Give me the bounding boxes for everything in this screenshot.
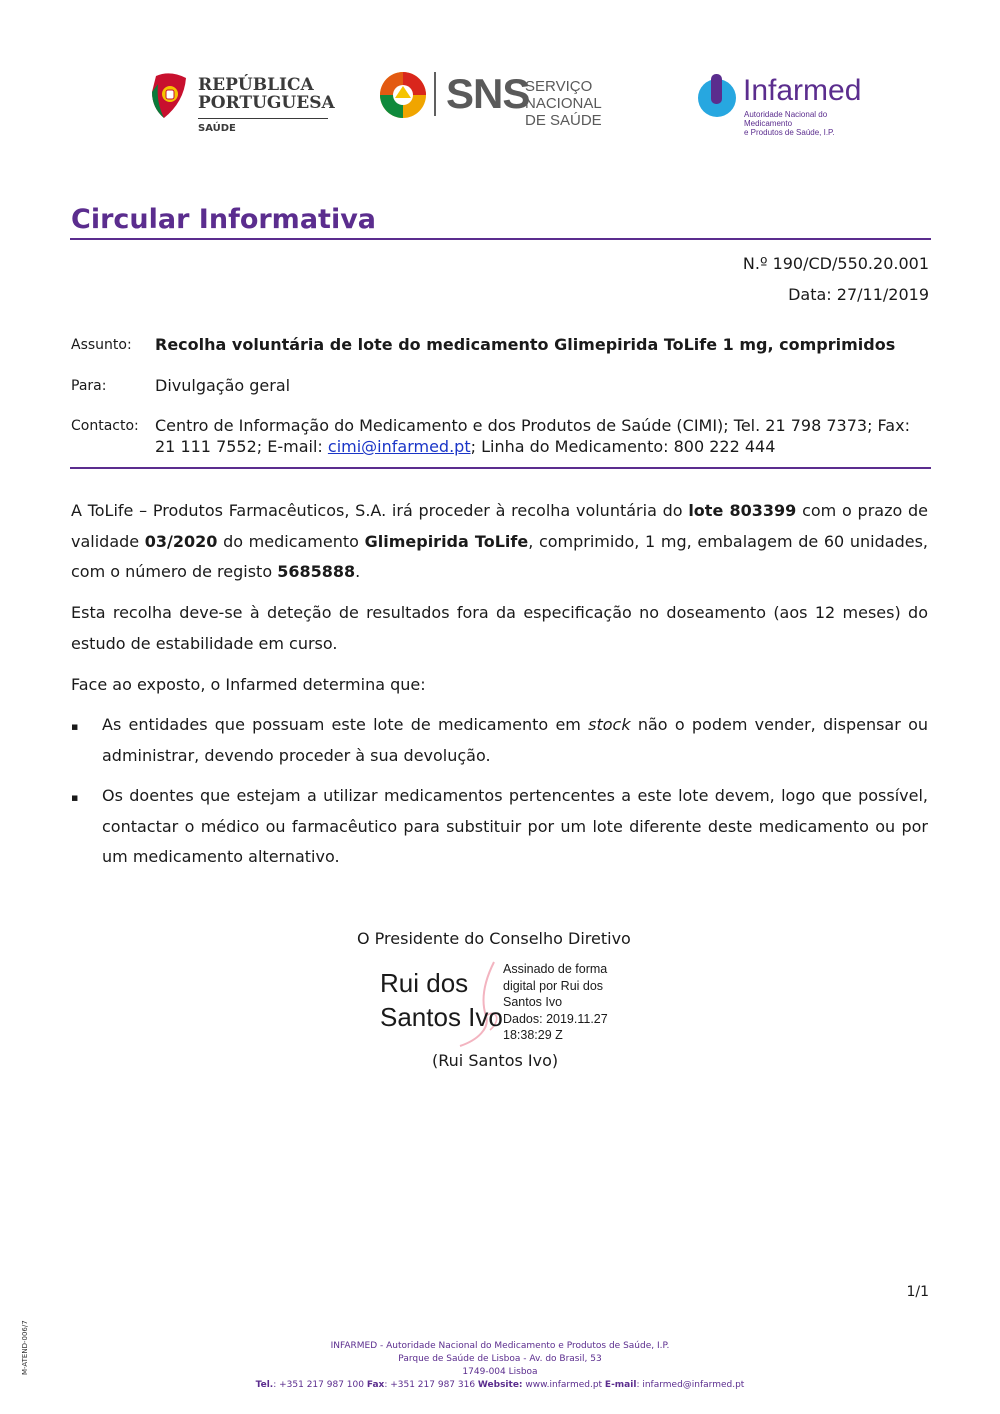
to-label: Para:: [71, 378, 107, 394]
date-value: 27/11/2019: [836, 285, 929, 304]
paragraph-determination: Face ao exposto, o Infarmed determina que:: [71, 675, 426, 694]
infarmed-subtitle: [744, 110, 870, 137]
circular-number: N.º 190/CD/550.20.001: [742, 254, 929, 273]
subject-label: Assunto:: [71, 337, 132, 353]
contact-text: Centro de Informação do Medicamento e dos Produtos de Saúde (CIMI); Tel. 21 798 7373; Fax: 21 111 7552; E-mail:: [155, 416, 910, 456]
rp-line2: PORTUGUESA: [198, 93, 335, 113]
bullet-patients: Os doentes que estejam a utilizar medicamentos pertencentes a este lote devem, logo que possível, contactar o médico ou farmacêutico para substituir por um lote diferente deste medicamento ou por um medicamento alternativo.: [102, 786, 928, 866]
signatory-printed-name: (Rui Santos Ivo): [432, 1051, 559, 1070]
portugal-shield-icon: [150, 72, 190, 120]
footer-postcode: 1749-004 Lisboa: [462, 1367, 538, 1377]
subject-value: Recolha voluntária de lote do medicamento Glimepirida ToLife 1 mg, comprimidos: [155, 335, 896, 354]
digital-signature-stamp: Assinado de forma digital por Rui dos Santos Ivo Dados: 2019.11.27 18:38:29 Z: [503, 962, 608, 1042]
contact-value: [155, 415, 931, 457]
sns-divider: [434, 72, 436, 116]
footer-email-link[interactable]: : infarmed@infarmed.pt: [636, 1380, 745, 1390]
signatory-role: O Presidente do Conselho Diretivo: [357, 929, 631, 948]
contact-email-link[interactable]: cimi@infarmed.pt: [327, 437, 471, 456]
infarmed-sub2: e Produtos de Saúde, I.P.: [744, 128, 835, 137]
form-code: M-ATEND-006/7: [21, 1320, 29, 1375]
date-label: Data:: [788, 285, 832, 304]
sns-emblem-icon: [378, 70, 428, 120]
header-divider: [70, 467, 931, 469]
page-number: 1/1: [906, 1284, 929, 1300]
footer-contacts: Tel.: +351 217 987 100 Fax: +351 217 987 316 Website: www.infarmed.pt E-mail: infarmed@infarmed.pt: [255, 1380, 745, 1390]
to-value: Divulgação geral: [155, 376, 291, 395]
signatory-name-signature: Rui dos Santos Ivo: [380, 968, 503, 1032]
contact-text-tail: ; Linha do Medicamento: 800 222 444: [470, 437, 776, 456]
medicine-name: Glimepirida ToLife: [364, 531, 529, 551]
infarmed-emblem-icon: [695, 72, 741, 120]
registration-number: 5685888: [277, 562, 356, 581]
sns-line1: SERVIÇO NACIONAL: [525, 78, 602, 112]
bullet-entities: As entidades que possuam este lote de medicamento em stock não o podem vender, dispensar ou administrar, devendo proceder à sua devolução.: [102, 715, 928, 765]
expiry-date: 03/2020: [144, 531, 218, 551]
infarmed-sub1: Autoridade Nacional do Medicamento: [744, 110, 828, 128]
contact-label: Contacto:: [71, 418, 139, 434]
footer-address: Parque de Saúde de Lisboa - Av. do Brasil, 53: [398, 1354, 602, 1364]
sns-line2: DE SAÚDE: [525, 112, 602, 129]
paragraph-recall: A ToLife – Produtos Farmacêuticos, S.A. irá proceder à recolha voluntária do lote 803399 com o prazo de validade 03/2020 do medicamento Glimepirida ToLife, comprimido, 1 mg, embalagem de 60 unidades, com o número de registo 5685888.: [71, 501, 929, 581]
footer-org: INFARMED - Autoridade Nacional do Medicamento e Produtos de Saúde, I.P.: [330, 1341, 670, 1351]
infarmed-name: Infarmed: [743, 74, 862, 107]
logo-header: [150, 68, 870, 138]
bullet-marker: ▪: [71, 791, 79, 804]
paragraph-reason: Esta recolha deve-se à deteção de resultados fora da especificação no doseamento (aos 12 meses) do estudo de estabilidade em curso.: [71, 603, 928, 653]
circular-date: [788, 285, 929, 304]
rp-divider: [198, 118, 328, 119]
infarmed-logo: [695, 72, 870, 137]
rp-saude-label: SAÚDE: [198, 123, 236, 134]
title-divider: [70, 238, 931, 240]
republica-portuguesa-text: [198, 76, 335, 112]
footer: [0, 1340, 1000, 1392]
bullet-marker: ▪: [71, 720, 79, 733]
sns-abbreviation: SNS: [446, 70, 530, 117]
footer-website-link[interactable]: www.infarmed.pt: [522, 1380, 605, 1390]
lot-number: lote 803399: [688, 501, 797, 520]
sns-fullname: [525, 78, 648, 129]
rp-line1: REPÚBLICA: [198, 75, 314, 95]
sns-logo: [378, 70, 648, 129]
document-title: Circular Informativa: [71, 204, 377, 235]
republica-portuguesa-logo: [150, 72, 335, 136]
